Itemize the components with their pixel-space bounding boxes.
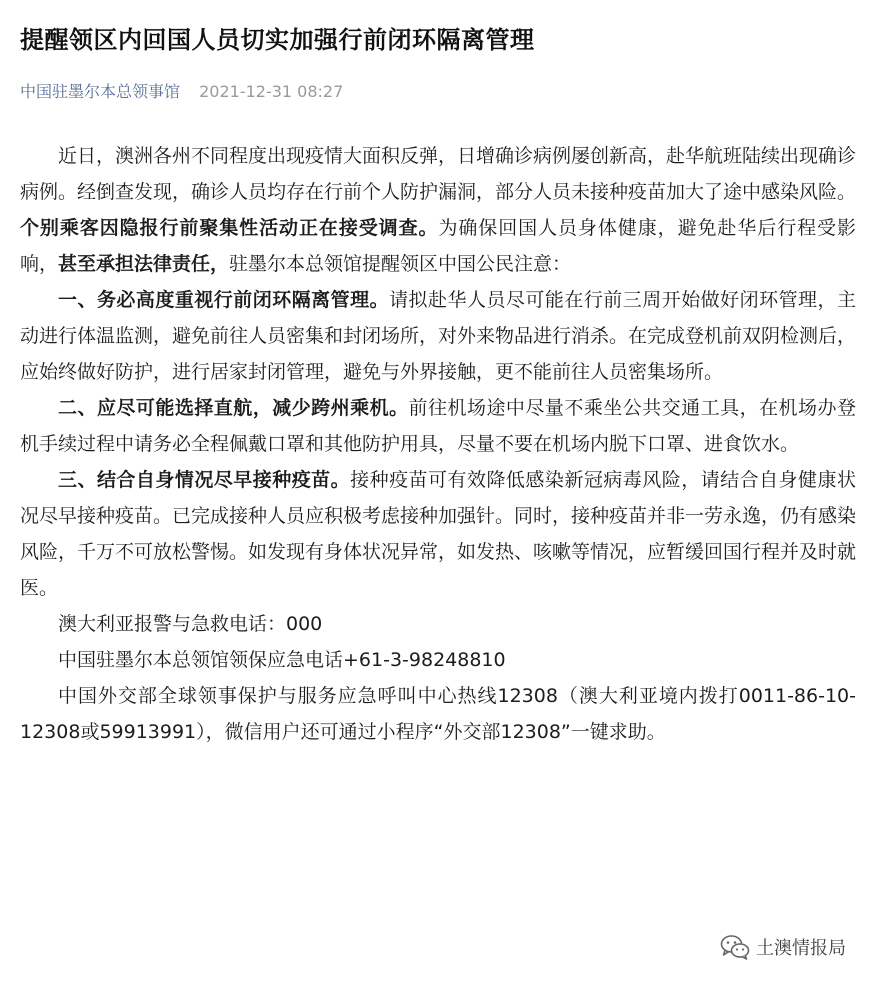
point-1-heading: 一、务必高度重视行前闭环隔离管理。 — [58, 289, 390, 311]
paragraph-hotline: 中国外交部全球领事保护与服务应急呼叫中心热线12308（澳大利亚境内拨打0011-86-10-12308或59913991），微信用户还可通过小程序“外交部12308”一键求助。 — [20, 685, 856, 743]
paragraph-emergency-au: 澳大利亚报警与急救电话：000 — [58, 613, 323, 635]
article-body — [20, 138, 856, 750]
paragraph-point-2 — [20, 390, 856, 462]
point-2-heading: 二、应尽可能选择直航，减少跨州乘机。 — [58, 397, 409, 419]
wechat-icon — [720, 934, 750, 960]
intro-text-2: 为确保回国人员身体健康，避免赴华后行程受影响， — [20, 217, 856, 275]
point-1-text: 请拟赴华人员尽可能在行前三周开始做好闭环管理，主动进行体温监测，避免前往人员密集和封闭场所，对外来物品进行消杀。在完成登机前双阴检测后，应始终做好防护，进行居家封闭管理，避免与外界接触，更不能前往人员密集场所。 — [20, 289, 857, 383]
point-3-heading: 三、结合自身情况尽早接种疫苗。 — [58, 469, 351, 491]
paragraph-point-3 — [20, 462, 856, 606]
watermark-text: 土澳情报局 — [756, 938, 846, 959]
intro-bold-investigation: 个别乘客因隐报行前聚集性活动正在接受调查。 — [20, 217, 439, 239]
author-link[interactable]: 中国驻墨尔本总领事馆 — [20, 82, 181, 101]
point-3-text: 接种疫苗可有效降低感染新冠病毒风险，请结合自身健康状况尽早接种疫苗。已完成接种人员应积极考虑接种加强针。同时，接种疫苗并非一劳永逸，仍有感染风险，千万不可放松警惕。如发现有身体状况异常，如发热、咳嗽等情况，应暂缓回国行程并及时就医。 — [20, 469, 857, 599]
paragraph-intro — [20, 138, 856, 282]
paragraph-emergency-consulate: 中国驻墨尔本总领馆领保应急电话+61-3-98248810 — [58, 649, 506, 671]
watermark — [720, 931, 846, 963]
intro-text: 近日，澳洲各州不同程度出现疫情大面积反弹，日增确诊病例屡创新高，赴华航班陆续出现确诊病例。经倒查发现，确诊人员均存在行前个人防护漏洞，部分人员未接种疫苗加大了途中感染风险。 — [20, 145, 857, 203]
intro-text-3: 驻墨尔本总领馆提醒领区中国公民注意： — [229, 253, 572, 275]
intro-bold-liability: 甚至承担法律责任， — [58, 253, 230, 275]
article-title: 提醒领区内回国人员切实加强行前闭环隔离管理 — [20, 26, 535, 54]
paragraph-point-1 — [20, 282, 856, 390]
point-2-text: 前往机场途中尽量不乘坐公共交通工具，在机场办登机手续过程中请务必全程佩戴口罩和其他防护用具，尽量不要在机场内脱下口罩、进食饮水。 — [20, 397, 856, 455]
article-meta — [20, 80, 343, 104]
publish-date: 2021-12-31 08:27 — [199, 82, 344, 101]
